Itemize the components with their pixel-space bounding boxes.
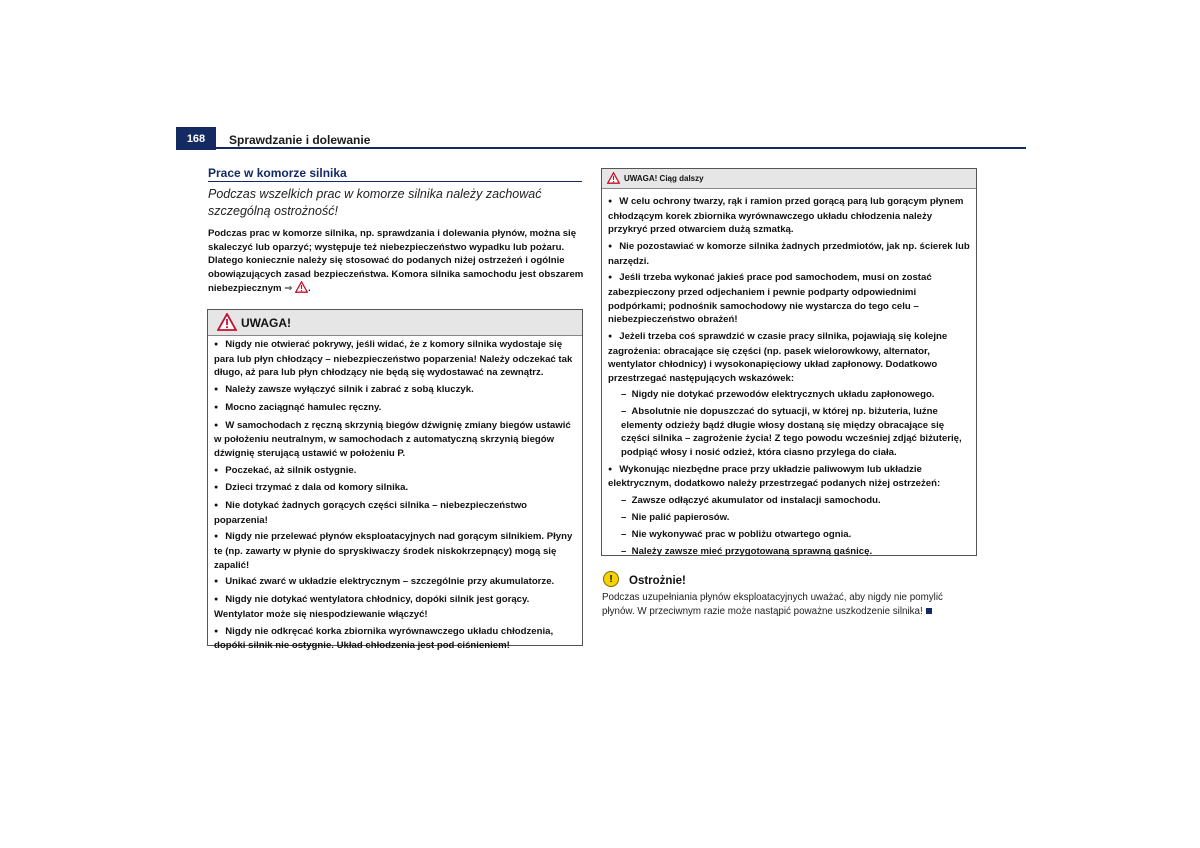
warning-title: UWAGA! bbox=[241, 316, 291, 330]
warning-item: ● Unikać zwarć w układzie elektrycznym – szczególnie przy akumulatorze. bbox=[214, 575, 576, 590]
warning-triangle-icon bbox=[295, 281, 308, 293]
warning-title-bar bbox=[208, 310, 582, 336]
caution-title: Ostrożnie! bbox=[629, 575, 686, 587]
header-rule bbox=[216, 147, 1026, 149]
warning-item: ● Wykonując niezbędne prace przy układzie paliwowym lub układzie elektrycznym, dodatkowo należy przestrzegać podanych niżej ostrzeżeń: bbox=[608, 463, 970, 491]
warning-subitem: – Należy zawsze mieć przygotowaną sprawną gaśnicę. bbox=[621, 545, 873, 557]
warning-item: ● Dzieci trzymać z dala od komory silnika. bbox=[214, 481, 576, 496]
warning-subitem-text: Zawsze odłączyć akumulator od instalacji samochodu. bbox=[631, 495, 881, 507]
warning-item: ● Należy zawsze wyłączyć silnik i zabrać z sobą kluczyk. bbox=[214, 383, 576, 398]
section-body: Podczas prac w komorze silnika, np. sprawdzania i dolewania płynów, można się skaleczyć lub oparzyć; występuje też niebezpieczeństwo wypadku lub pożaru. Dlatego koniecznie należy się stosować do podanych niżej ostrzeżeń i ogólnie obowiązujących zasad bezpieczeństwa. Komora silnika samochodu jest obszarem niebezpiecznym ⇒ . bbox=[208, 228, 584, 294]
warning-item: ● Poczekać, aż silnik ostygnie. bbox=[214, 464, 576, 479]
warning-subitem: – Nigdy nie dotykać przewodów elektrycznych układu zapłonowego. bbox=[621, 389, 935, 401]
section-heading: Prace w komorze silnika bbox=[208, 166, 347, 180]
warning-item: ● Nigdy nie otwierać pokrywy, jeśli widać, że z komory silnika wydostaje się para lub płyn chłodzący – niebezpieczeństwo poparzenia! Należy odczekać tak długo, aż para lub płyn chłodzący nie będą się wydostawać na zewnątrz. bbox=[214, 338, 576, 380]
warning-item: ● W celu ochrony twarzy, rąk i ramion przed gorącą parą lub gorącym płynem chłodzącym korek zbiornika wyrównawczego układu chłodzenia należy przykryć przed otwarciem dużą szmatką. bbox=[608, 195, 970, 237]
warning-item: ● Jeśli trzeba wykonać jakieś prace pod samochodem, musi on zostać zabezpieczony przed odjechaniem i pewnie podparty odpowiednimi podpórkami; podnośnik samochodowy nie wystarcza do tego celu – niebezpieczeństwo obrażeń! bbox=[608, 271, 970, 326]
page-number: 168 bbox=[176, 127, 216, 150]
section-intro: Podczas wszelkich prac w komorze silnika należy zachować szczególną ostrożność! bbox=[208, 187, 542, 218]
warning-triangle-icon bbox=[217, 313, 237, 331]
warning-content bbox=[208, 336, 582, 653]
warning-subitem-text: Nigdy nie dotykać przewodów elektrycznych układu zapłonowego. bbox=[631, 389, 935, 401]
warning-item: ● Jeżeli trzeba coś sprawdzić w czasie pracy silnika, pojawiają się kolejne zagrożenia: obracające się części (np. pasek wielorowkowy, alternator, wentylator chłodnicy) i wysokonapięciowy układ zapłonowy. Dodatkowo przestrzegać następujących wskazówek: bbox=[608, 330, 970, 385]
warning-subitem: – Nie wykonywać prac w pobliżu otwartego ognia. bbox=[621, 528, 852, 540]
warning-content bbox=[602, 189, 976, 558]
warning-title-bar bbox=[602, 169, 976, 189]
warning-subitem-text: Nie wykonywać prac w pobliżu otwartego ognia. bbox=[631, 528, 852, 540]
header-title: Sprawdzanie i dolewanie bbox=[229, 133, 371, 147]
caution-body: Podczas uzupełniania płynów eksploatacyjnych uważać, aby nigdy nie pomylić płynów. W przeciwnym razie może nastąpić poważne uszkodzenie silnika! bbox=[602, 592, 943, 617]
warning-item: ● Nie pozostawiać w komorze silnika żadnych przedmiotów, jak np. ścierek lub narzędzi. bbox=[608, 240, 970, 268]
warning-continued-title: UWAGA! Ciąg dalszy bbox=[624, 174, 704, 183]
section-body-text: Podczas prac w komorze silnika, np. sprawdzania i dolewania płynów, można się skaleczyć lub oparzyć; występuje też niebezpieczeństwo wypadku lub pożaru. Dlatego koniecznie należy się stosować do podanych niżej ostrzeżeń i ogólnie obowiązujących zasad bezpieczeństwa. Komora silnika samochodu jest obszarem niebezpiecznym bbox=[208, 228, 584, 294]
warning-triangle-icon bbox=[607, 172, 620, 184]
warning-item: ● Mocno zaciągnąć hamulec ręczny. bbox=[214, 401, 576, 416]
warning-subitem: – Absolutnie nie dopuszczać do sytuacji, w której np. biżuteria, luźne elementy odzieży bądź długie włosy dostaną się między obracające się części silnika – zagrożenie życia! Z tego powodu wcześniej zdjąć biżuterię, podpiąć włosy i nosić odzież, która ciasno przylega do ciała. bbox=[621, 406, 962, 459]
warning-box bbox=[207, 309, 583, 652]
warning-subitem: – Nie palić papierosów. bbox=[621, 511, 730, 523]
warning-subitem: – Zawsze odłączyć akumulator od instalacji samochodu. bbox=[621, 495, 881, 507]
warning-subitem-text: Nie palić papierosów. bbox=[631, 511, 730, 523]
warning-item: ● Nigdy nie przelewać płynów eksploatacyjnych nad gorącym silnikiem. Płyny te (np. zawarty w płynie do spryskiwaczy środek niskokrzepnący) mogą się zapalić! bbox=[214, 530, 576, 572]
end-marker-icon bbox=[926, 608, 932, 614]
warning-subitem-text: Absolutnie nie dopuszczać do sytuacji, w której np. biżuteria, luźne elementy odzieży bądź długie włosy dostaną się między obracające się części silnika – zagrożenie życia! Z tego powodu wcześniej zdjąć biżuterię, podpiąć włosy i nosić odzież, która ciasno przylega do ciała. bbox=[621, 406, 962, 459]
warning-item: ● Nigdy nie odkręcać korka zbiornika wyrównawczego układu chłodzenia, dopóki silnik nie ostygnie. Układ chłodzenia jest pod ciśnieniem! bbox=[214, 625, 576, 653]
reference-arrow: ⇒ bbox=[284, 283, 293, 294]
warning-item: ● W samochodach z ręczną skrzynią biegów dźwignię zmiany biegów ustawić w położeniu neutralnym, w samochodach z automatyczną skrzynią biegów dźwignię sterującą ustawić w położeniu P. bbox=[214, 419, 576, 461]
warning-subitem-text: Należy zawsze mieć przygotowaną sprawną gaśnicę. bbox=[631, 545, 873, 557]
warning-item: ● Nie dotykać żadnych gorących części silnika – niebezpieczeństwo poparzenia! bbox=[214, 499, 576, 527]
warning-item: ● Nigdy nie dotykać wentylatora chłodnicy, dopóki silnik jest gorący. Wentylator może się niespodziewanie włączyć! bbox=[214, 593, 576, 621]
caution-text bbox=[602, 591, 972, 619]
section-rule bbox=[208, 181, 582, 182]
caution-icon: ! bbox=[603, 571, 619, 587]
warning-continued-box bbox=[601, 168, 977, 556]
